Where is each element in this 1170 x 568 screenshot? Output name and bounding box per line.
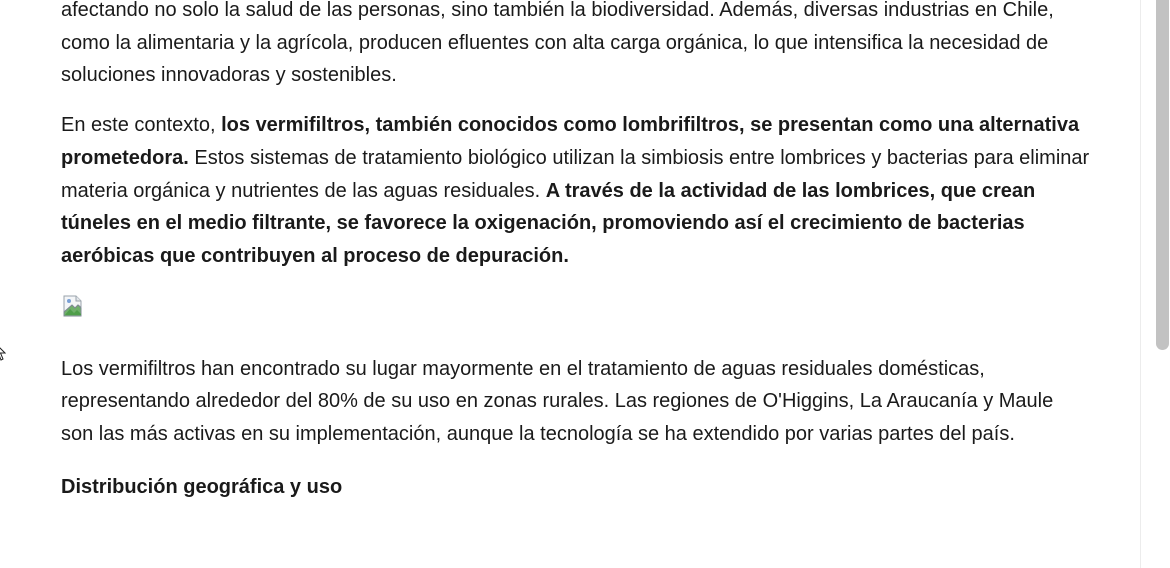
scrollbar-thumb[interactable] (1156, 0, 1169, 350)
paragraph-intro-text: En este contexto, (61, 114, 222, 137)
mouse-cursor-icon (0, 342, 6, 362)
bold-highlight-lombrices: A través de la actividad de las lombrices, que crean túneles en el medio filtrante, se favorece la oxigenación, promoviendo así el crecimiento de bacterias aeróbicas que contribuyen al proceso de depuración. (61, 179, 1036, 267)
article-content (61, 0, 1091, 503)
vertical-scrollbar[interactable] (1140, 0, 1170, 568)
paragraph-middle-text: Estos sistemas de tratamiento biológico utilizan la simbiosis entre lombrices y bacterias para eliminar materia orgánica y nutrientes de las aguas residuales. (61, 146, 1090, 202)
broken-image-icon (61, 294, 85, 318)
paragraph-context: afectando no solo la salud de las personas, sino también la biodiversidad. Además, diversas industrias en Chile, como la alimentaria y la agrícola, producen efluentes con alta carga orgánica, lo que intensifica la necesidad de soluciones innovadoras y sostenibles. (61, 0, 1054, 87)
section-heading-distribution: Distribución geográfica y uso (61, 475, 343, 498)
article-image (61, 292, 1091, 336)
paragraph-vermifiltros (61, 109, 1091, 273)
bold-highlight-vermifiltros: los vermifiltros, también conocidos como lombrifiltros, se presentan como una alternativa prometedora. (61, 114, 1080, 169)
scrollbar-divider (1140, 0, 1141, 568)
paragraph-usage: Los vermifiltros han encontrado su lugar mayormente en el tratamiento de aguas residuales domésticas, representando alrededor del 80% de su uso en zonas rurales. Las regiones de O'Higgins, La Araucanía y Maule son las más activas en su implementación, aunque la tecnología se ha extendido por varias partes del país. (61, 357, 1054, 446)
